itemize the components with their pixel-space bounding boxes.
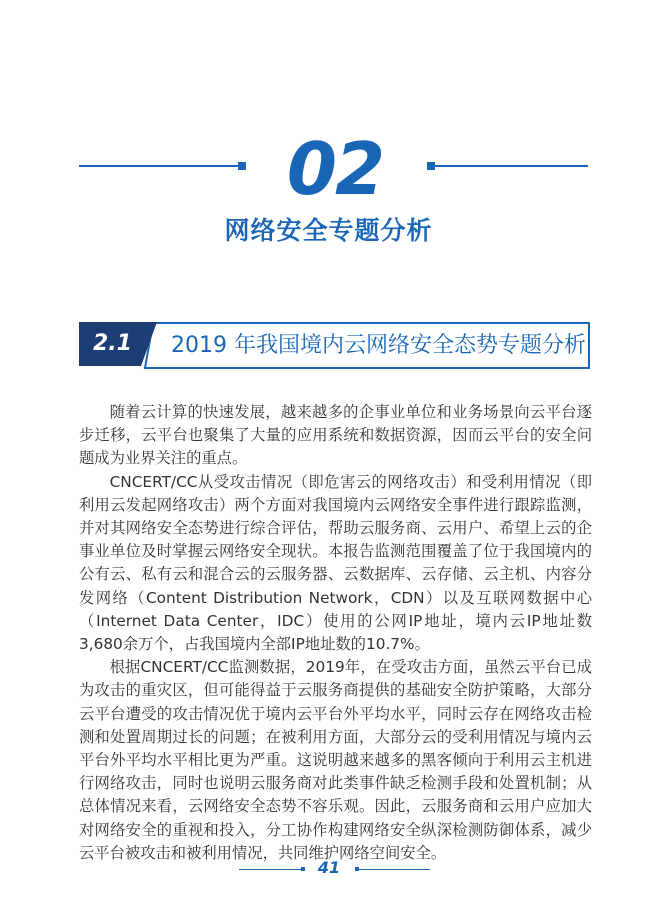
- chapter-rule-left: [79, 165, 240, 167]
- section-title: 2019 年我国境内云网络安全态势专题分析: [171, 333, 586, 358]
- paragraph-3: 根据CNCERT/CC监测数据，2019年，在受攻击方面，虽然云平台已成为攻击的重灾区，但可能得益于云服务商提供的基础安全防护策略，大部分云平台遭受的攻击情况优于境内云平台外平均水平，同时云存在网络攻击检测和处置周期过长的问题；在被利用方面，大部分云的受利用情况与境内云平台外平均水平相比更为严重。这说明越来越多的黑客倾向于利用云主机进行网络攻击，同时也说明云服务商对此类事件缺乏检测手段和处置机制；从总体情况来看，云网络安全态势不容乐观。因此，云服务商和云用户应加大对网络安全的重视和投入，分工协作构建网络安全纵深检测防御体系，减少云平台被攻击和被利用情况，共同维护网络空间安全。: [79, 658, 592, 862]
- section-heading: [79, 322, 590, 370]
- chapter-rule-right: [430, 165, 588, 167]
- footer-rule-right: [358, 869, 430, 870]
- paragraph-1: 随着云计算的快速发展，越来越多的企事业单位和业务场景向云平台逐步迁移，云平台也聚集了大量的应用系统和数据资源，因而云平台的安全问题成为业界关注的重点。: [79, 403, 592, 468]
- body-text: [79, 401, 592, 865]
- chapter-number: 02: [286, 127, 384, 211]
- chapter-title: 网络安全专题分析: [224, 216, 433, 245]
- section-number: 2.1: [93, 331, 132, 356]
- footer-rule-left: [239, 869, 303, 870]
- paragraph-2: CNCERT/CC从受攻击情况（即危害云的网络攻击）和受利用情况（即利用云发起网络攻击）两个方面对我国境内云网络安全事件进行跟踪监测，并对其网络安全态势进行综合评估，帮助云服务商、云用户、希望上云的企事业单位及时掌握云网络安全现状。本报告监测范围覆盖了位于我国境内的公有云、私有云和混合云的云服务器、云数据库、云存储、云主机、内容分发网络（Content Distribution Network，CDN）以及互联网数据中心（Internet Data Center，IDC）使用的公网IP地址，境内云IP地址数3,680余万个，占我国境内全部IP地址数的10.7%。: [79, 472, 592, 654]
- chapter-rule-dot-left: [238, 162, 246, 170]
- page-number: 41: [317, 858, 341, 877]
